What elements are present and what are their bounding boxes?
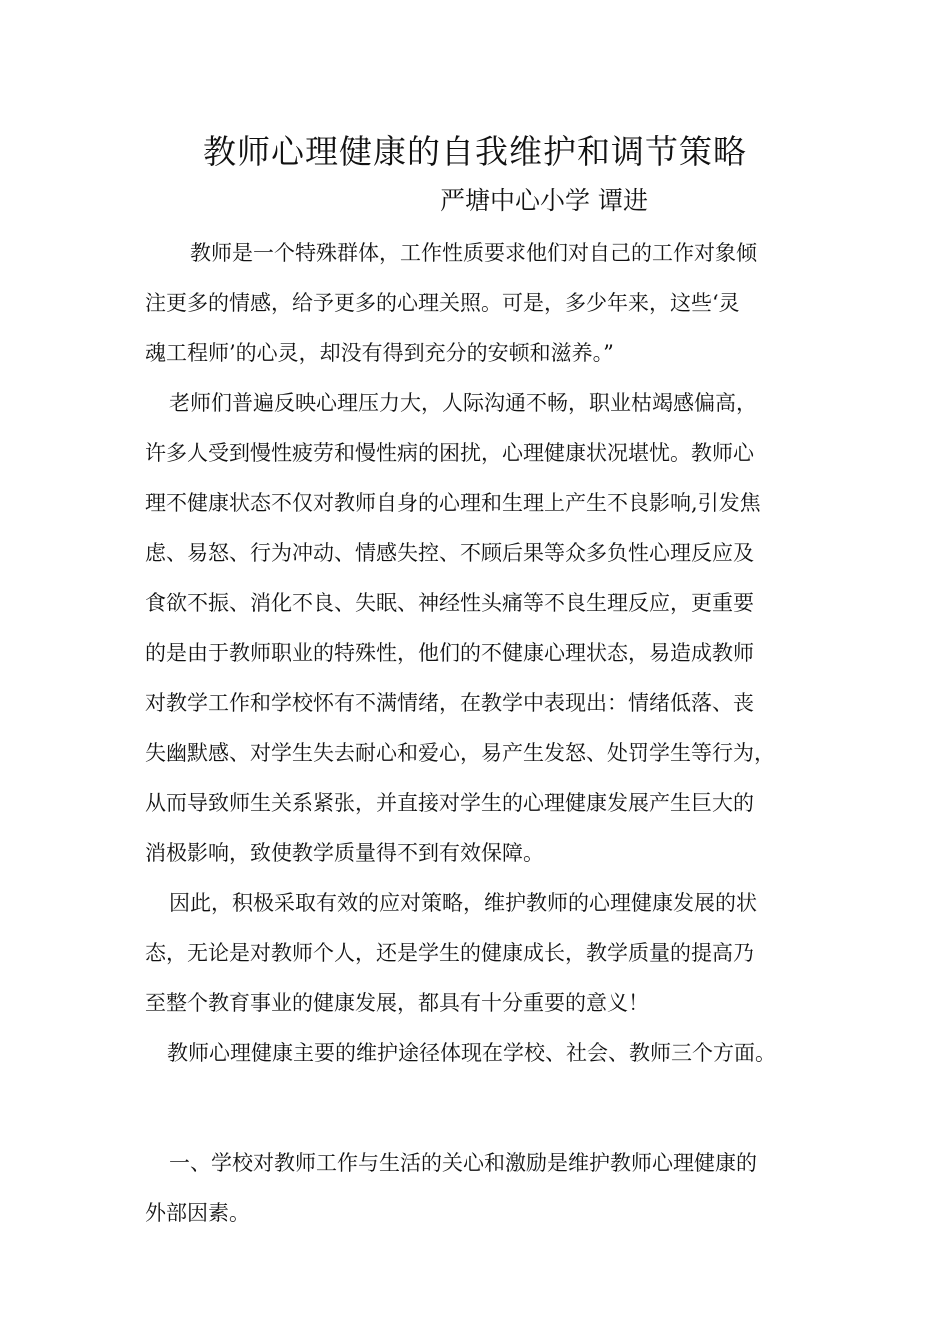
paragraph-line: 因此，积极采取有效的应对策略，维护教师的心理健康发展的状: [169, 891, 757, 915]
section-heading-line: 一、学校对教师工作与生活的关心和激励是维护教师心理健康的: [169, 1151, 757, 1175]
paragraph-line: 食欲不振、消化不良、失眠、神经性头痛等不良生理反应，更重要: [145, 591, 754, 615]
section-heading-line: 外部因素。: [145, 1201, 250, 1225]
paragraph-line: 虑、易怒、行为冲动、情感失控、不顾后果等众多负性心理反应及: [145, 541, 754, 565]
paragraph-line: 许多人受到慢性疲劳和慢性病的困扰，心理健康状况堪忧。教师心: [145, 441, 754, 465]
paragraph-line: 态，无论是对教师个人，还是学生的健康成长，教学质量的提高乃: [145, 941, 754, 965]
document-body: [145, 228, 821, 1238]
document-title: 教师心理健康的自我维护和调节策略: [203, 132, 747, 171]
paragraph-line: 对教学工作和学校怀有不满情绪，在教学中表现出：情绪低落、丧: [145, 691, 754, 715]
paragraph-line: 的是由于教师职业的特殊性，他们的不健康心理状态，易造成教师: [145, 641, 754, 665]
paragraph-line: 消极影响，致使教学质量得不到有效保障。: [145, 841, 544, 865]
paragraph-line: 教师是一个特殊群体，工作性质要求他们对自己的工作对象倾: [190, 241, 757, 265]
paragraph-spacer: [145, 1078, 821, 1138]
paragraph-line: 注更多的情感，给予更多的心理关照。可是，多少年来，这些‘灵: [145, 291, 740, 315]
paragraph-line: 至整个教育事业的健康发展，都具有十分重要的意义！: [145, 991, 649, 1015]
paragraph-line: 魂工程师’的心灵，却没有得到充分的安顿和滋养。”: [145, 341, 614, 365]
paragraph-line: 失幽默感、对学生失去耐心和爱心，易产生发怒、处罚学生等行为，: [145, 741, 775, 765]
author-byline: 严塘中心小学 谭进: [440, 186, 648, 215]
paragraph-line: 理不健康状态不仅对教师自身的心理和生理上产生不良影响,引发焦: [145, 491, 761, 515]
paragraph-line: 从而导致师生关系紧张，并直接对学生的心理健康发展产生巨大的: [145, 791, 754, 815]
paragraph-line: 老师们普遍反映心理压力大，人际沟通不畅，职业枯竭感偏高，: [169, 391, 757, 415]
paragraph-line: 教师心理健康主要的维护途径体现在学校、社会、教师三个方面。: [167, 1041, 776, 1065]
